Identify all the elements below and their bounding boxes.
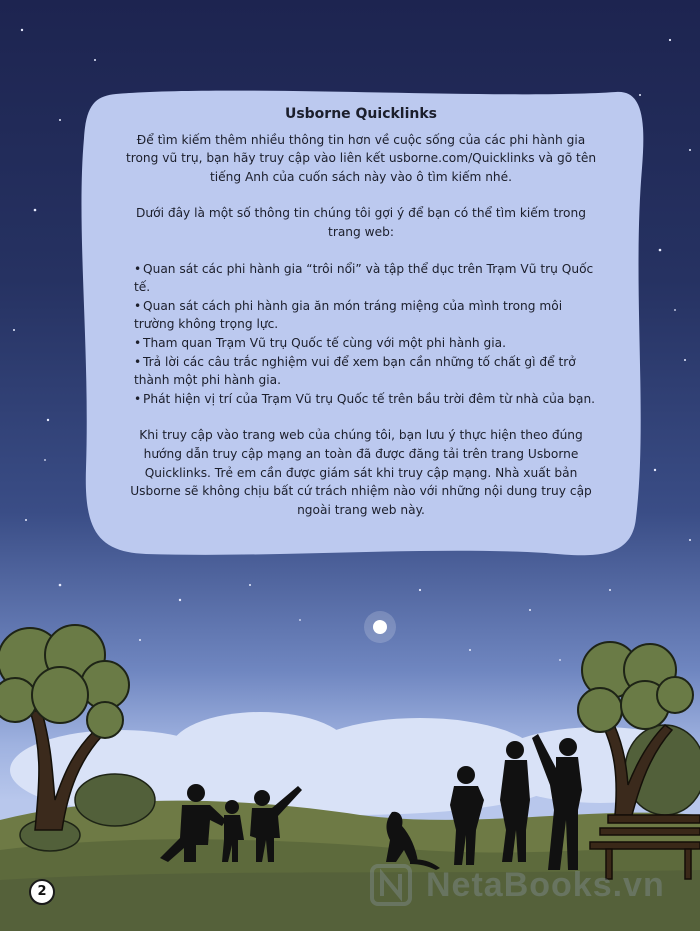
suggestion-list xyxy=(124,260,598,409)
bullet-icon: • xyxy=(134,391,142,406)
intro-paragraph: Để tìm kiếm thêm nhiều thông tin hơn về cuộc sống của các phi hành gia trong vũ trụ, bạn hãy truy cập vào liên kết usborne.com/Quicklinks và gõ tên tiếng Anh của cuốn sách này vào ô tìm kiếm nhé. xyxy=(125,132,597,184)
list-item: • Quan sát cách phi hành gia ăn món tráng miệng của mình trong môi trường không trọng lực. xyxy=(134,298,563,332)
book-logo-icon xyxy=(368,862,414,908)
safety-note: Khi truy cập vào trang web của chúng tôi, bạn lưu ý thực hiện theo đúng hướng dẫn truy cập mạng an toàn đã được đăng tải trên trang Usborne Quicklinks. Trẻ em cần được giám sát khi truy cập mạng. Nhà xuất bản Usborne sẽ không chịu bất cứ trách nhiệm nào với những nội dung truy cập ngoài trang web này. xyxy=(130,428,592,517)
card-title: Usborne Quicklinks xyxy=(284,106,438,122)
watermark-text: NetaBooks.vn xyxy=(426,866,665,904)
bullet-icon: • xyxy=(134,261,142,276)
watermark xyxy=(366,862,696,912)
bullet-icon: • xyxy=(134,354,142,369)
page-number: 2 xyxy=(29,879,55,905)
suggest-paragraph: Dưới đây là một số thông tin chúng tôi gợi ý để bạn có thể tìm kiếm trong trang web: xyxy=(136,206,586,239)
list-item: • Tham quan Trạm Vũ trụ Quốc tế cùng với một phi hành gia. xyxy=(134,334,598,353)
bullet-icon: • xyxy=(134,298,142,313)
quicklinks-card xyxy=(76,88,646,560)
bullet-icon: • xyxy=(134,335,142,350)
list-item: • Phát hiện vị trí của Trạm Vũ trụ Quốc tế trên bầu trời đêm từ nhà của bạn. xyxy=(134,390,598,409)
list-item: • Quan sát các phi hành gia “trôi nổi” và tập thể dục trên Trạm Vũ trụ Quốc tế. xyxy=(134,261,594,295)
list-item: • Trả lời các câu trắc nghiệm vui để xem bạn cần những tố chất gì để trở thành một phi hành gia. xyxy=(134,354,576,388)
card-text xyxy=(124,105,598,519)
